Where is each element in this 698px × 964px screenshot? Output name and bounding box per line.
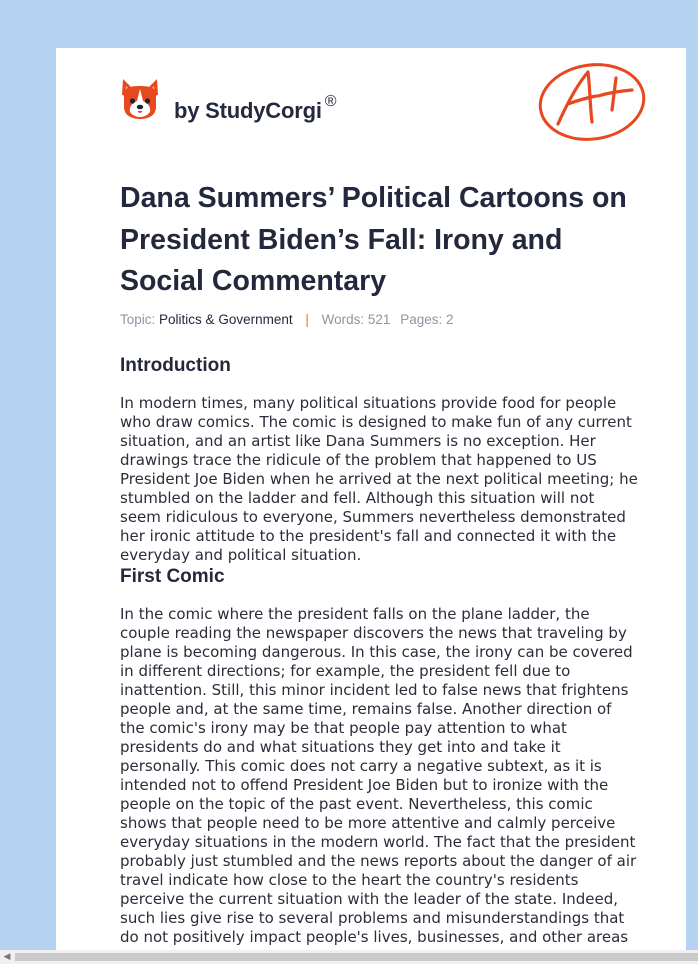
corgi-icon bbox=[120, 77, 160, 121]
topic-link[interactable]: Politics & Government bbox=[159, 312, 293, 327]
document-page bbox=[56, 48, 686, 964]
scrollbar-thumb[interactable] bbox=[15, 953, 698, 961]
section-paragraph-introduction: In modern times, many political situations provide food for people who draw comics. The comic is designed to make fun of any current situation, and an artist like Dana Summers is no exception. Her drawings trace the ridicule of the problem that happened to US President Joe Biden when he arrived at the next political meeting; he stumbled on the ladder and fell. Although this situation will not seem ridiculous to everyone, Summers nevertheless demonstrated her ironic attitude to the president's fall and connected it with the everyday and political situation. bbox=[120, 394, 638, 564]
paper-meta bbox=[120, 312, 454, 327]
studycorgi-logo[interactable] bbox=[120, 76, 336, 122]
section-paragraph-first-comic: In the comic where the president falls on the plane ladder, the couple reading the newspaper discovers the news that traveling by plane is becoming dangerous. In this case, the irony can be covered in different directions; for example, the president fell due to inattention. Still, this minor incident led to false news that frightens people and, at the same time, remains false. Another direction of the comic's irony may be that people pay attention to what presidents do and what situations they get into and take it personally. This comic does not carry a negative subtext, as it is intended not to offend President Joe Biden but to ironize with the people on the topic of the past event. Nevertheless, this comic shows that people need to be more attentive and calmly perceive everyday situations in the modern world. The fact that the president probably just stumbled and the news reports about the danger of air travel indicate how close to the heart the country's residents perceive the current situation with the leader of the state. Indeed, such lies give rise to several problems and misunderstandings that do not positively impact people's lives, businesses, and other areas bbox=[120, 605, 637, 946]
essay-body bbox=[120, 354, 640, 947]
topic-label: Topic: bbox=[120, 312, 156, 327]
meta-separator: | bbox=[305, 312, 309, 327]
scroll-left-icon[interactable]: ◀ bbox=[3, 952, 11, 962]
horizontal-scrollbar[interactable] bbox=[0, 950, 698, 964]
word-count: Words: 521 bbox=[321, 312, 391, 327]
a-plus-grade-icon bbox=[536, 58, 648, 142]
section-heading-introduction: Introduction bbox=[120, 355, 231, 376]
page-title: Dana Summers’ Political Cartoons on President Biden’s Fall: Irony and Social Commentary bbox=[120, 182, 627, 297]
section-heading-first-comic: First Comic bbox=[120, 566, 225, 587]
page-count: Pages: 2 bbox=[400, 312, 454, 327]
brand-name: by StudyCorgi ® bbox=[174, 92, 337, 123]
